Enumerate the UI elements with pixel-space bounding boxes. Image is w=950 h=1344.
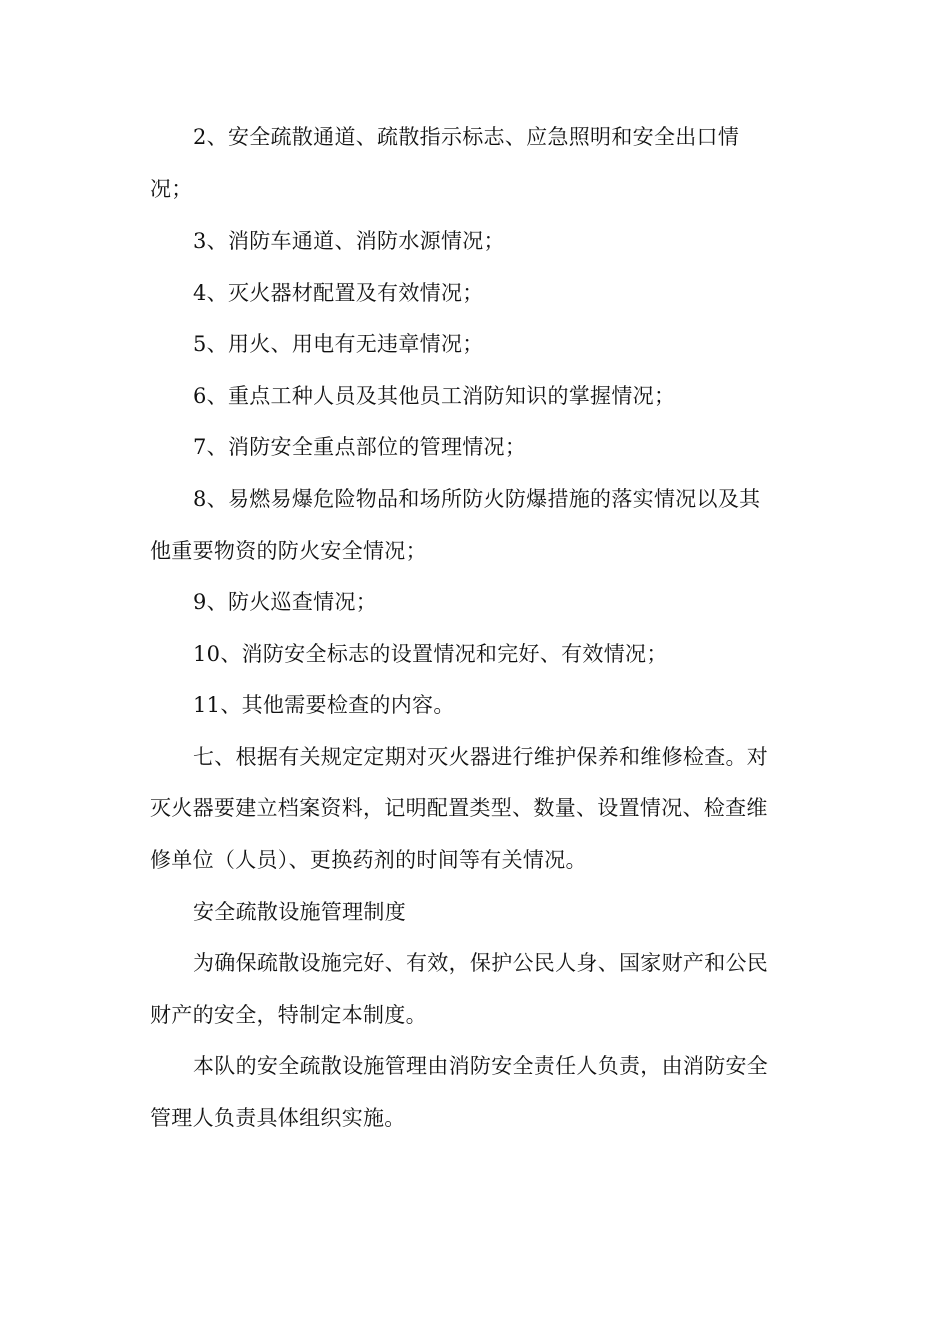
text-line: 3、消防车通道、消防水源情况； bbox=[193, 229, 505, 253]
text-line: 管理人负责具体组织实施。 bbox=[150, 1106, 406, 1130]
text-line: 6、重点工种人员及其他员工消防知识的掌握情况； bbox=[193, 384, 676, 408]
text-line: 10、消防安全标志的设置情况和完好、有效情况； bbox=[193, 642, 668, 666]
text-line: 他重要物资的防火安全情况； bbox=[150, 539, 427, 563]
text-line: 7、消防安全重点部位的管理情况； bbox=[193, 435, 527, 459]
text-line: 9、防火巡查情况； bbox=[193, 590, 378, 614]
text-line: 8、易燃易爆危险物品和场所防火防爆措施的落实情况以及其 bbox=[193, 487, 761, 511]
section-heading: 安全疏散设施管理制度 bbox=[193, 900, 406, 924]
text-line: 5、用火、用电有无违章情况； bbox=[193, 332, 484, 356]
text-line: 2、安全疏散通道、疏散指示标志、应急照明和安全出口情 bbox=[193, 125, 740, 149]
text-line: 11、其他需要检查的内容。 bbox=[193, 693, 455, 717]
text-line: 本队的安全疏散设施管理由消防安全责任人负责，由消防安全 bbox=[193, 1054, 769, 1078]
text-line: 七、根据有关规定定期对灭火器进行维护保养和维修检查。对 bbox=[193, 745, 769, 769]
text-line: 况； bbox=[150, 177, 193, 201]
text-line: 4、灭火器材配置及有效情况； bbox=[193, 281, 484, 305]
text-line: 财产的安全，特制定本制度。 bbox=[150, 1003, 427, 1027]
text-line: 修单位（人员）、更换药剂的时间等有关情况。 bbox=[150, 848, 587, 872]
text-line: 为确保疏散设施完好、有效，保护公民人身、国家财产和公民 bbox=[193, 951, 769, 975]
text-line: 灭火器要建立档案资料，记明配置类型、数量、设置情况、检查维 bbox=[150, 796, 768, 820]
